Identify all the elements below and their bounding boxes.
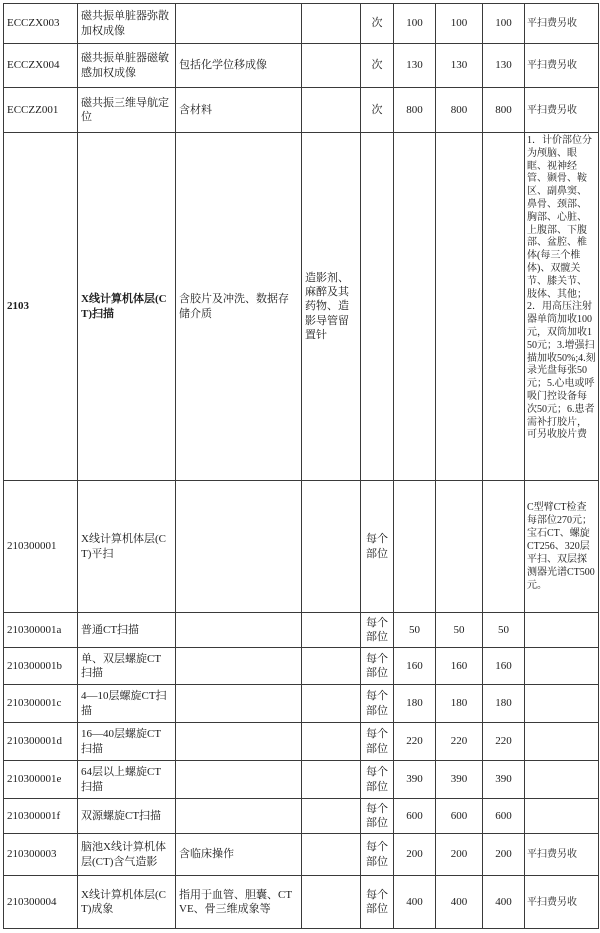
table-row xyxy=(4,761,599,799)
notes-cell: 平扫费另收 xyxy=(525,44,599,88)
includes-cell xyxy=(176,685,302,723)
excludes-cell xyxy=(302,613,361,648)
notes-cell: 平扫费另收 xyxy=(525,876,599,929)
price-2-cell: 600 xyxy=(436,799,483,834)
notes-cell: 平扫费另收 xyxy=(525,834,599,876)
item-name-cell: X线计算机体层(CT)扫描 xyxy=(78,133,176,481)
table-row xyxy=(4,44,599,88)
table-row xyxy=(4,723,599,761)
price-3-cell: 390 xyxy=(483,761,525,799)
price-3-cell xyxy=(483,133,525,481)
price-2-cell: 160 xyxy=(436,648,483,685)
includes-cell xyxy=(176,723,302,761)
price-3-cell: 180 xyxy=(483,685,525,723)
notes-cell xyxy=(525,723,599,761)
table-row xyxy=(4,4,599,44)
price-1-cell: 800 xyxy=(394,88,436,133)
includes-cell xyxy=(176,799,302,834)
price-1-cell: 200 xyxy=(394,834,436,876)
item-name-cell: 4—10层螺旋CT扫描 xyxy=(78,685,176,723)
price-1-cell: 400 xyxy=(394,876,436,929)
unit-cell xyxy=(361,133,394,481)
price-2-cell xyxy=(436,133,483,481)
item-name-cell: 普通CT扫描 xyxy=(78,613,176,648)
price-2-cell: 200 xyxy=(436,834,483,876)
notes-cell: 1．计价部位分为颅脑、眼眶、视神经管、颞骨、鞍区、副鼻窦、鼻骨、颈部、胸部、心脏、上腹部、下腹部、盆腔、椎体(每三个椎体)、双髋关节、膝关节、肢体、其他；2．用高压注射器单筒加收100元，双筒加收150元；3.增强扫描加收50%;4.刻录光盘每张50元；5.心电或呼吸门控设备每次50元；6.患者需补打胶片，可另收胶片费 xyxy=(525,133,599,481)
notes-cell xyxy=(525,685,599,723)
includes-cell xyxy=(176,481,302,613)
price-3-cell xyxy=(483,481,525,613)
price-1-cell: 600 xyxy=(394,799,436,834)
unit-cell: 每个部位 xyxy=(361,799,394,834)
item-code-cell: 2103 xyxy=(4,133,78,481)
notes-cell xyxy=(525,761,599,799)
unit-cell: 每个部位 xyxy=(361,685,394,723)
price-2-cell: 800 xyxy=(436,88,483,133)
unit-cell: 每个部位 xyxy=(361,834,394,876)
price-1-cell xyxy=(394,481,436,613)
item-code-cell: ECCZX004 xyxy=(4,44,78,88)
price-3-cell: 400 xyxy=(483,876,525,929)
medical-price-table xyxy=(3,3,599,929)
item-code-cell: 210300001b xyxy=(4,648,78,685)
includes-cell: 含胶片及冲洗、数据存储介质 xyxy=(176,133,302,481)
excludes-cell: 造影剂、麻醉及其药物、造影导管留置针 xyxy=(302,133,361,481)
excludes-cell xyxy=(302,799,361,834)
unit-cell: 次 xyxy=(361,4,394,44)
price-1-cell: 180 xyxy=(394,685,436,723)
price-3-cell: 130 xyxy=(483,44,525,88)
excludes-cell xyxy=(302,44,361,88)
excludes-cell xyxy=(302,88,361,133)
excludes-cell xyxy=(302,723,361,761)
excludes-cell xyxy=(302,648,361,685)
price-2-cell: 100 xyxy=(436,4,483,44)
notes-cell: 平扫费另收 xyxy=(525,4,599,44)
price-2-cell: 390 xyxy=(436,761,483,799)
includes-cell xyxy=(176,613,302,648)
price-1-cell xyxy=(394,133,436,481)
table-row xyxy=(4,685,599,723)
item-code-cell: 210300001f xyxy=(4,799,78,834)
item-name-cell: 脑池X线计算机体层(CT)含气造影 xyxy=(78,834,176,876)
item-code-cell: 210300001a xyxy=(4,613,78,648)
unit-cell: 每个部位 xyxy=(361,613,394,648)
price-2-cell: 130 xyxy=(436,44,483,88)
unit-cell: 每个部位 xyxy=(361,761,394,799)
table-row xyxy=(4,613,599,648)
item-code-cell: 210300001c xyxy=(4,685,78,723)
unit-cell: 次 xyxy=(361,44,394,88)
table-row xyxy=(4,648,599,685)
table-row xyxy=(4,799,599,834)
includes-cell xyxy=(176,648,302,685)
price-1-cell: 130 xyxy=(394,44,436,88)
excludes-cell xyxy=(302,761,361,799)
price-3-cell: 200 xyxy=(483,834,525,876)
price-3-cell: 160 xyxy=(483,648,525,685)
table-row xyxy=(4,834,599,876)
item-name-cell: 16—40层螺旋CT扫描 xyxy=(78,723,176,761)
item-code-cell: ECCZZ001 xyxy=(4,88,78,133)
item-name-cell: 64层以上螺旋CT扫描 xyxy=(78,761,176,799)
item-name-cell: 单、双层螺旋CT扫描 xyxy=(78,648,176,685)
excludes-cell xyxy=(302,481,361,613)
price-3-cell: 50 xyxy=(483,613,525,648)
excludes-cell xyxy=(302,876,361,929)
price-1-cell: 100 xyxy=(394,4,436,44)
price-3-cell: 220 xyxy=(483,723,525,761)
includes-cell xyxy=(176,4,302,44)
notes-cell xyxy=(525,648,599,685)
item-code-cell: ECCZX003 xyxy=(4,4,78,44)
price-1-cell: 50 xyxy=(394,613,436,648)
notes-cell xyxy=(525,799,599,834)
includes-cell: 含临床操作 xyxy=(176,834,302,876)
item-name-cell: X线计算机体层(CT)成象 xyxy=(78,876,176,929)
price-2-cell: 220 xyxy=(436,723,483,761)
unit-cell: 每个部位 xyxy=(361,723,394,761)
price-2-cell: 400 xyxy=(436,876,483,929)
item-code-cell: 210300004 xyxy=(4,876,78,929)
excludes-cell xyxy=(302,834,361,876)
notes-cell: C型臂CT检查每部位270元；宝石CT、螺旋CT256、320层平扫、双层探测器光谱CT500元。 xyxy=(525,481,599,613)
item-name-cell: X线计算机体层(CT)平扫 xyxy=(78,481,176,613)
item-name-cell: 磁共振三维导航定位 xyxy=(78,88,176,133)
price-2-cell: 180 xyxy=(436,685,483,723)
price-2-cell xyxy=(436,481,483,613)
includes-cell: 包括化学位移成像 xyxy=(176,44,302,88)
price-2-cell: 50 xyxy=(436,613,483,648)
unit-cell: 次 xyxy=(361,88,394,133)
notes-cell: 平扫费另收 xyxy=(525,88,599,133)
item-code-cell: 210300001 xyxy=(4,481,78,613)
item-code-cell: 210300001e xyxy=(4,761,78,799)
price-3-cell: 600 xyxy=(483,799,525,834)
item-code-cell: 210300001d xyxy=(4,723,78,761)
item-name-cell: 磁共振单脏器磁敏感加权成像 xyxy=(78,44,176,88)
price-1-cell: 160 xyxy=(394,648,436,685)
price-1-cell: 220 xyxy=(394,723,436,761)
table-row xyxy=(4,88,599,133)
price-3-cell: 800 xyxy=(483,88,525,133)
table-row-section xyxy=(4,133,599,481)
includes-cell: 含材料 xyxy=(176,88,302,133)
item-code-cell: 210300003 xyxy=(4,834,78,876)
item-name-cell: 磁共振单脏器弥散加权成像 xyxy=(78,4,176,44)
includes-cell xyxy=(176,761,302,799)
item-name-cell: 双源螺旋CT扫描 xyxy=(78,799,176,834)
unit-cell: 每个部位 xyxy=(361,648,394,685)
table-row xyxy=(4,481,599,613)
price-3-cell: 100 xyxy=(483,4,525,44)
notes-cell xyxy=(525,613,599,648)
excludes-cell xyxy=(302,4,361,44)
unit-cell: 每个部位 xyxy=(361,876,394,929)
includes-cell: 指用于血管、胆囊、CTVE、骨三维成象等 xyxy=(176,876,302,929)
price-1-cell: 390 xyxy=(394,761,436,799)
unit-cell: 每个部位 xyxy=(361,481,394,613)
table-row xyxy=(4,876,599,929)
excludes-cell xyxy=(302,685,361,723)
